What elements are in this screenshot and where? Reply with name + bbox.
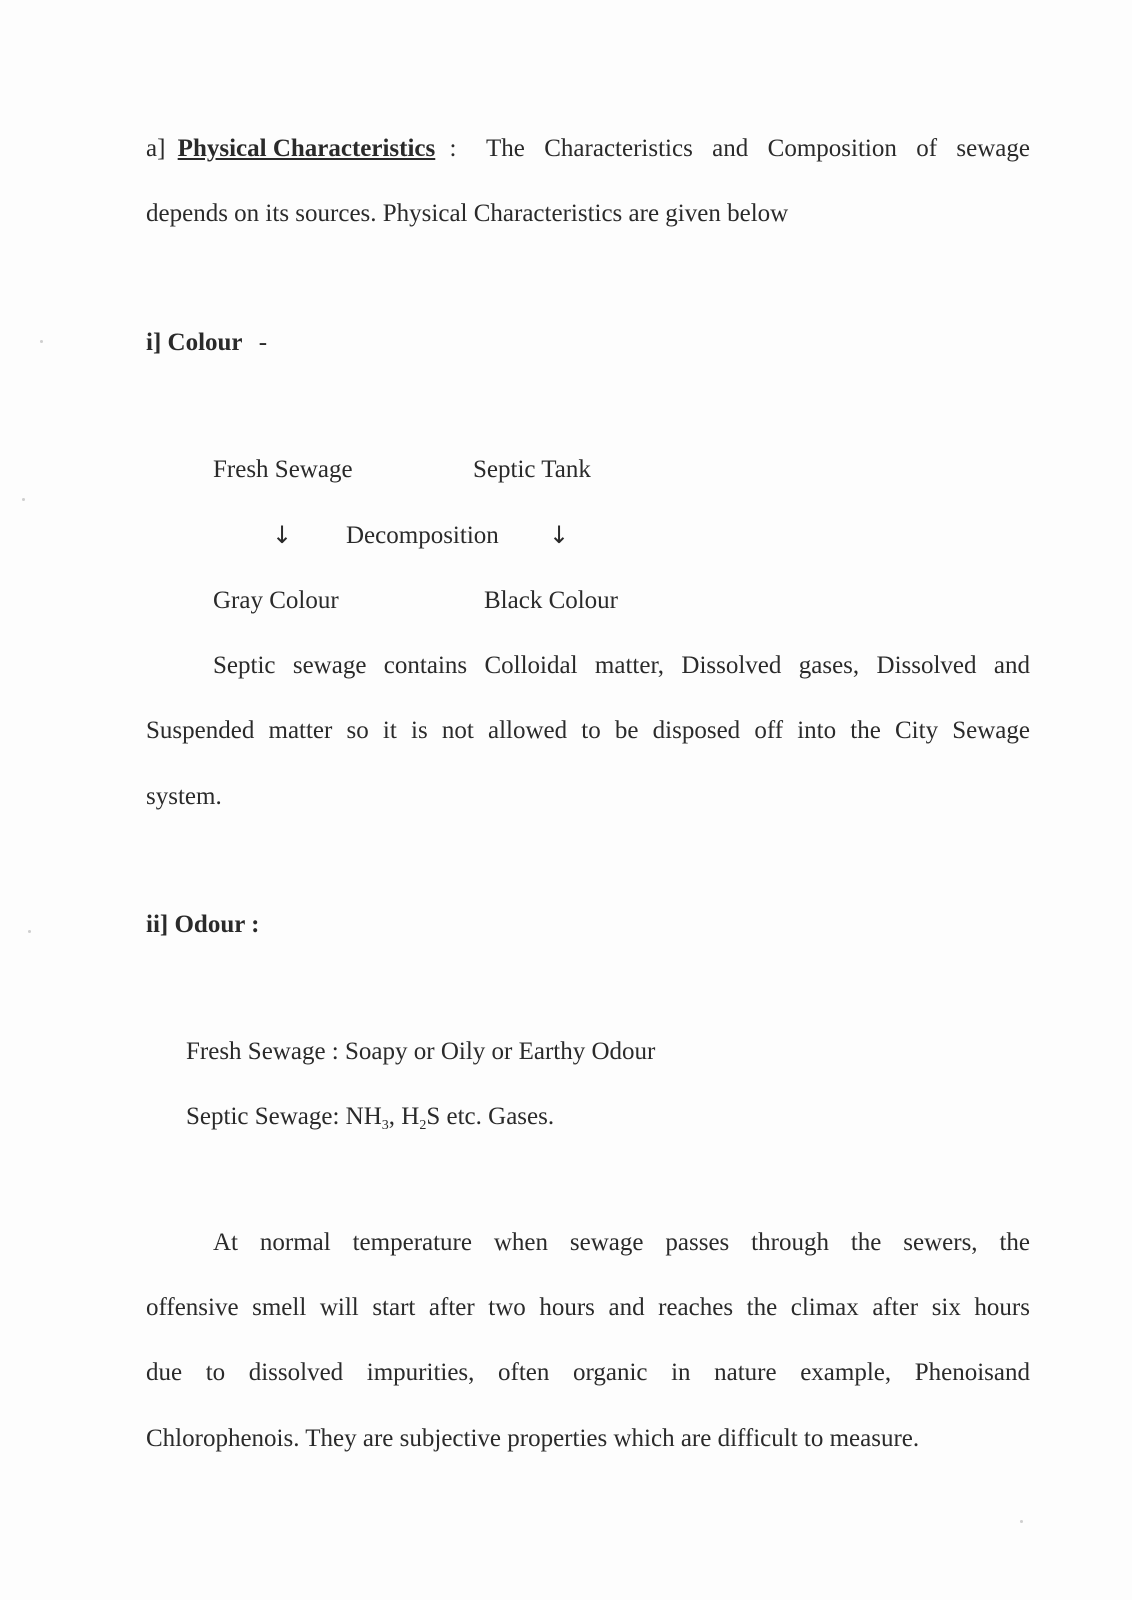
decomposition-label: Decomposition <box>346 522 499 549</box>
colour-paragraph-line3: system. <box>146 783 222 810</box>
septic-comma: , H <box>388 1103 420 1130</box>
colour-paragraph-line1: Septic sewage contains Colloidal matter, Dissolved gases, Dissolved and <box>213 652 1030 679</box>
section-a-line1 <box>146 134 456 164</box>
colour-dash: - <box>258 329 268 356</box>
septic-rest: S etc. Gases. <box>426 1103 555 1130</box>
septic-sewage-odour <box>186 1102 554 1132</box>
gray-colour-label: Gray Colour <box>213 587 339 614</box>
scan-speck <box>28 930 31 933</box>
odour-paragraph-line1: At normal temperature when sewage passes through the sewers, the <box>213 1229 1030 1256</box>
section-a-line1-rest: The Characteristics and Composition of sewage <box>486 135 1030 162</box>
colour-paragraph-line2: Suspended matter so it is not allowed to be disposed off into the City Sewage <box>146 717 1030 744</box>
fresh-sewage-label: Fresh Sewage <box>213 456 353 483</box>
section-a-line2: depends on its sources. Physical Characteristics are given below <box>146 200 789 227</box>
odour-paragraph-line2: offensive smell will start after two hours and reaches the climax after six hours <box>146 1294 1030 1321</box>
odour-heading: ii] Odour : <box>146 911 260 938</box>
nh3-subscript: 3 <box>381 1118 389 1133</box>
septic-tank-label: Septic Tank <box>473 456 591 483</box>
scan-speck <box>40 340 43 343</box>
black-colour-label: Black Colour <box>484 587 619 614</box>
h2s-subscript: 2 <box>419 1118 427 1133</box>
fresh-sewage-odour: Fresh Sewage : Soapy or Oily or Earthy Odour <box>186 1038 656 1065</box>
section-a-separator: : <box>449 135 457 162</box>
scan-speck <box>1020 1520 1023 1523</box>
colour-heading-row <box>146 328 267 358</box>
scan-speck <box>22 498 25 501</box>
section-a-prefix: a] <box>146 135 166 162</box>
odour-paragraph-line4: Chlorophenois. They are subjective properties which are difficult to measure. <box>146 1425 920 1452</box>
down-arrow-icon: ↓ <box>272 521 293 549</box>
section-a-heading: Physical Characteristics <box>177 135 436 162</box>
odour-paragraph-line3: due to dissolved impurities, often organic in nature example, Phenoisand <box>146 1359 1030 1386</box>
septic-label: Septic Sewage: NH <box>186 1103 382 1130</box>
colour-heading: i] Colour <box>146 329 243 356</box>
down-arrow-icon: ↓ <box>549 521 570 549</box>
